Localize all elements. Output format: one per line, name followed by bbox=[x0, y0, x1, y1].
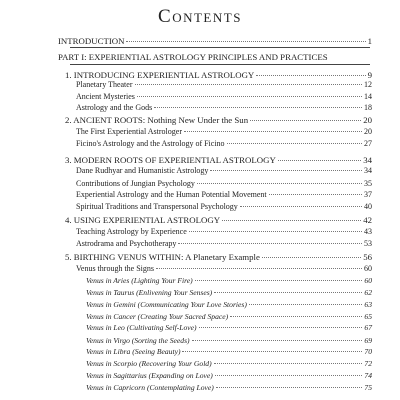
toc-entry-label: Ficino's Astrology and the Astrology of Ficino bbox=[76, 139, 225, 148]
toc-entry-label: Experiential Astrology and the Human Potential Movement bbox=[76, 190, 267, 199]
toc-entry-label: Venus in Scorpio (Recovering Your Gold) bbox=[86, 359, 212, 368]
toc-entry bbox=[76, 92, 372, 102]
toc-entry-page: 60 bbox=[364, 264, 372, 273]
toc-entry-label: 4. USING EXPERIENTIAL ASTROLOGY bbox=[65, 215, 221, 225]
dot-leader bbox=[189, 231, 362, 232]
toc-entry-label: Venus in Taurus (Enlivening Your Senses) bbox=[86, 288, 213, 297]
toc-entry-label: The First Experiential Astrologer bbox=[76, 127, 182, 136]
toc-entry-label: Dane Rudhyar and Humanistic Astrology bbox=[76, 166, 209, 175]
dot-leader bbox=[195, 280, 363, 281]
dot-leader bbox=[184, 131, 362, 132]
toc-entry-label: 5. BIRTHING VENUS WITHIN: A Planetary Example bbox=[65, 252, 260, 262]
toc-entry-label: Venus in Gemini (Communicating Your Love Stories) bbox=[86, 300, 247, 309]
toc-entry-page: 27 bbox=[364, 139, 372, 148]
toc-entry-page: 74 bbox=[364, 371, 372, 380]
toc-entry-label: Planetary Theater bbox=[76, 80, 133, 89]
dot-leader bbox=[227, 143, 362, 144]
toc-entry bbox=[86, 371, 372, 381]
toc-entry-page: 34 bbox=[364, 166, 372, 175]
toc-entry-page: 72 bbox=[364, 359, 372, 368]
toc-entry-label: INTRODUCTION bbox=[58, 36, 125, 46]
toc-entry-page: 9 bbox=[367, 70, 372, 80]
dot-leader bbox=[216, 387, 363, 388]
toc-entry-page: 43 bbox=[364, 227, 372, 236]
dot-leader bbox=[240, 206, 362, 207]
dot-leader bbox=[214, 292, 362, 293]
toc-entry-label: Venus in Sagittarius (Expanding on Love) bbox=[86, 371, 213, 380]
toc-entry-page: 20 bbox=[364, 127, 372, 136]
toc-entry bbox=[76, 179, 372, 189]
toc-entry bbox=[86, 336, 372, 346]
toc-entry-label: 3. MODERN ROOTS OF EXPERIENTIAL ASTROLOGY bbox=[65, 155, 276, 165]
toc-entry-page: 1 bbox=[367, 36, 372, 46]
toc-entry-page: 53 bbox=[364, 239, 372, 248]
dot-leader bbox=[210, 170, 362, 171]
toc-entry-page: 63 bbox=[364, 300, 372, 309]
dot-leader bbox=[137, 96, 362, 97]
section-rule bbox=[70, 64, 370, 65]
dot-leader bbox=[135, 84, 363, 85]
dot-leader bbox=[278, 160, 361, 161]
toc-entry-page: 65 bbox=[364, 312, 372, 321]
toc-entry bbox=[86, 359, 372, 369]
toc-entry-page: 60 bbox=[364, 276, 372, 285]
dot-leader bbox=[126, 41, 365, 42]
toc-entry bbox=[86, 347, 372, 357]
toc-entry bbox=[86, 288, 372, 298]
toc-entry bbox=[76, 139, 372, 149]
dot-leader bbox=[154, 107, 362, 108]
dot-leader bbox=[249, 304, 363, 305]
toc-entry bbox=[86, 383, 372, 393]
toc-entry bbox=[58, 36, 372, 46]
dot-leader bbox=[156, 268, 362, 269]
dot-leader bbox=[262, 257, 361, 258]
toc-entry-page: 67 bbox=[364, 323, 372, 332]
toc-entry-label: Venus in Capricorn (Contemplating Love) bbox=[86, 383, 214, 392]
toc-entry bbox=[76, 127, 372, 137]
dot-leader bbox=[256, 75, 365, 76]
toc-entry-label: Astrology and the Gods bbox=[76, 103, 153, 112]
toc-entry-page: 40 bbox=[364, 202, 372, 211]
dot-leader bbox=[199, 327, 363, 328]
toc-entry-label: Spiritual Traditions and Transpersonal Psychology bbox=[76, 202, 238, 211]
toc-entry-page: 42 bbox=[363, 215, 372, 225]
dot-leader bbox=[250, 120, 361, 121]
toc-entry-label: Venus in Libra (Seeing Beauty) bbox=[86, 347, 181, 356]
toc-entry bbox=[76, 239, 372, 249]
dot-leader bbox=[192, 340, 363, 341]
dot-leader bbox=[178, 243, 362, 244]
toc-entry-page: 14 bbox=[364, 92, 372, 101]
toc-entry-page: 12 bbox=[364, 80, 372, 89]
toc-entry bbox=[86, 312, 372, 322]
toc-entry-page: 62 bbox=[364, 288, 372, 297]
dot-leader bbox=[222, 220, 361, 221]
toc-entry-label: 1. INTRODUCING EXPERIENTIAL ASTROLOGY bbox=[65, 70, 255, 80]
toc-entry bbox=[65, 215, 372, 225]
toc-entry bbox=[86, 300, 372, 310]
toc-entry-label: Teaching Astrology by Experience bbox=[76, 227, 187, 236]
toc-entry-page: 37 bbox=[364, 190, 372, 199]
dot-leader bbox=[269, 194, 362, 195]
toc-entry-label: 2. ANCIENT ROOTS: Nothing New Under the Sun bbox=[65, 115, 249, 125]
dot-leader bbox=[197, 183, 362, 184]
toc-entry-page: 69 bbox=[364, 336, 372, 345]
toc-entry-label: Venus in Aries (Lighting Your Fire) bbox=[86, 276, 193, 285]
toc-entry bbox=[65, 252, 372, 262]
page-title: Contents bbox=[158, 6, 242, 27]
dot-leader bbox=[214, 363, 363, 364]
toc-entry bbox=[65, 70, 372, 80]
section-rule bbox=[70, 47, 370, 48]
toc-entry-page: 20 bbox=[363, 115, 372, 125]
toc-entry-label: Venus in Virgo (Sorting the Seeds) bbox=[86, 336, 190, 345]
toc-entry-page: 18 bbox=[364, 103, 372, 112]
toc-entry bbox=[76, 190, 372, 200]
toc-entry-label: Astrodrama and Psychotherapy bbox=[76, 239, 177, 248]
toc-entry-label: Venus in Cancer (Creating Your Sacred Space) bbox=[86, 312, 229, 321]
dot-leader bbox=[182, 351, 362, 352]
toc-entry-label: Contributions of Jungian Psychology bbox=[76, 179, 195, 188]
toc-entry bbox=[65, 155, 372, 165]
dot-leader bbox=[215, 375, 363, 376]
toc-entry bbox=[76, 202, 372, 212]
toc-entry bbox=[65, 115, 372, 125]
toc-entry bbox=[76, 227, 372, 237]
toc-entry-page: 34 bbox=[363, 155, 372, 165]
toc-entry bbox=[76, 80, 372, 90]
toc-entry bbox=[58, 52, 372, 62]
toc-entry bbox=[86, 276, 372, 286]
toc-entry-page: 70 bbox=[364, 347, 372, 356]
dot-leader bbox=[230, 316, 362, 317]
toc-entry-page: 75 bbox=[364, 383, 372, 392]
toc-entry-label: Ancient Mysteries bbox=[76, 92, 135, 101]
toc-entry bbox=[76, 166, 372, 176]
toc-entry-page: 56 bbox=[363, 252, 372, 262]
toc-entry-label: Venus in Leo (Cultivating Self-Love) bbox=[86, 323, 197, 332]
toc-entry bbox=[76, 103, 372, 113]
toc-entry-page: 35 bbox=[364, 179, 372, 188]
toc-entry bbox=[86, 323, 372, 333]
toc-entry-label: PART I: EXPERIENTIAL ASTROLOGY PRINCIPLES AND PRACTICES bbox=[58, 52, 328, 62]
toc-entry-label: Venus through the Signs bbox=[76, 264, 154, 273]
toc-entry bbox=[76, 264, 372, 274]
